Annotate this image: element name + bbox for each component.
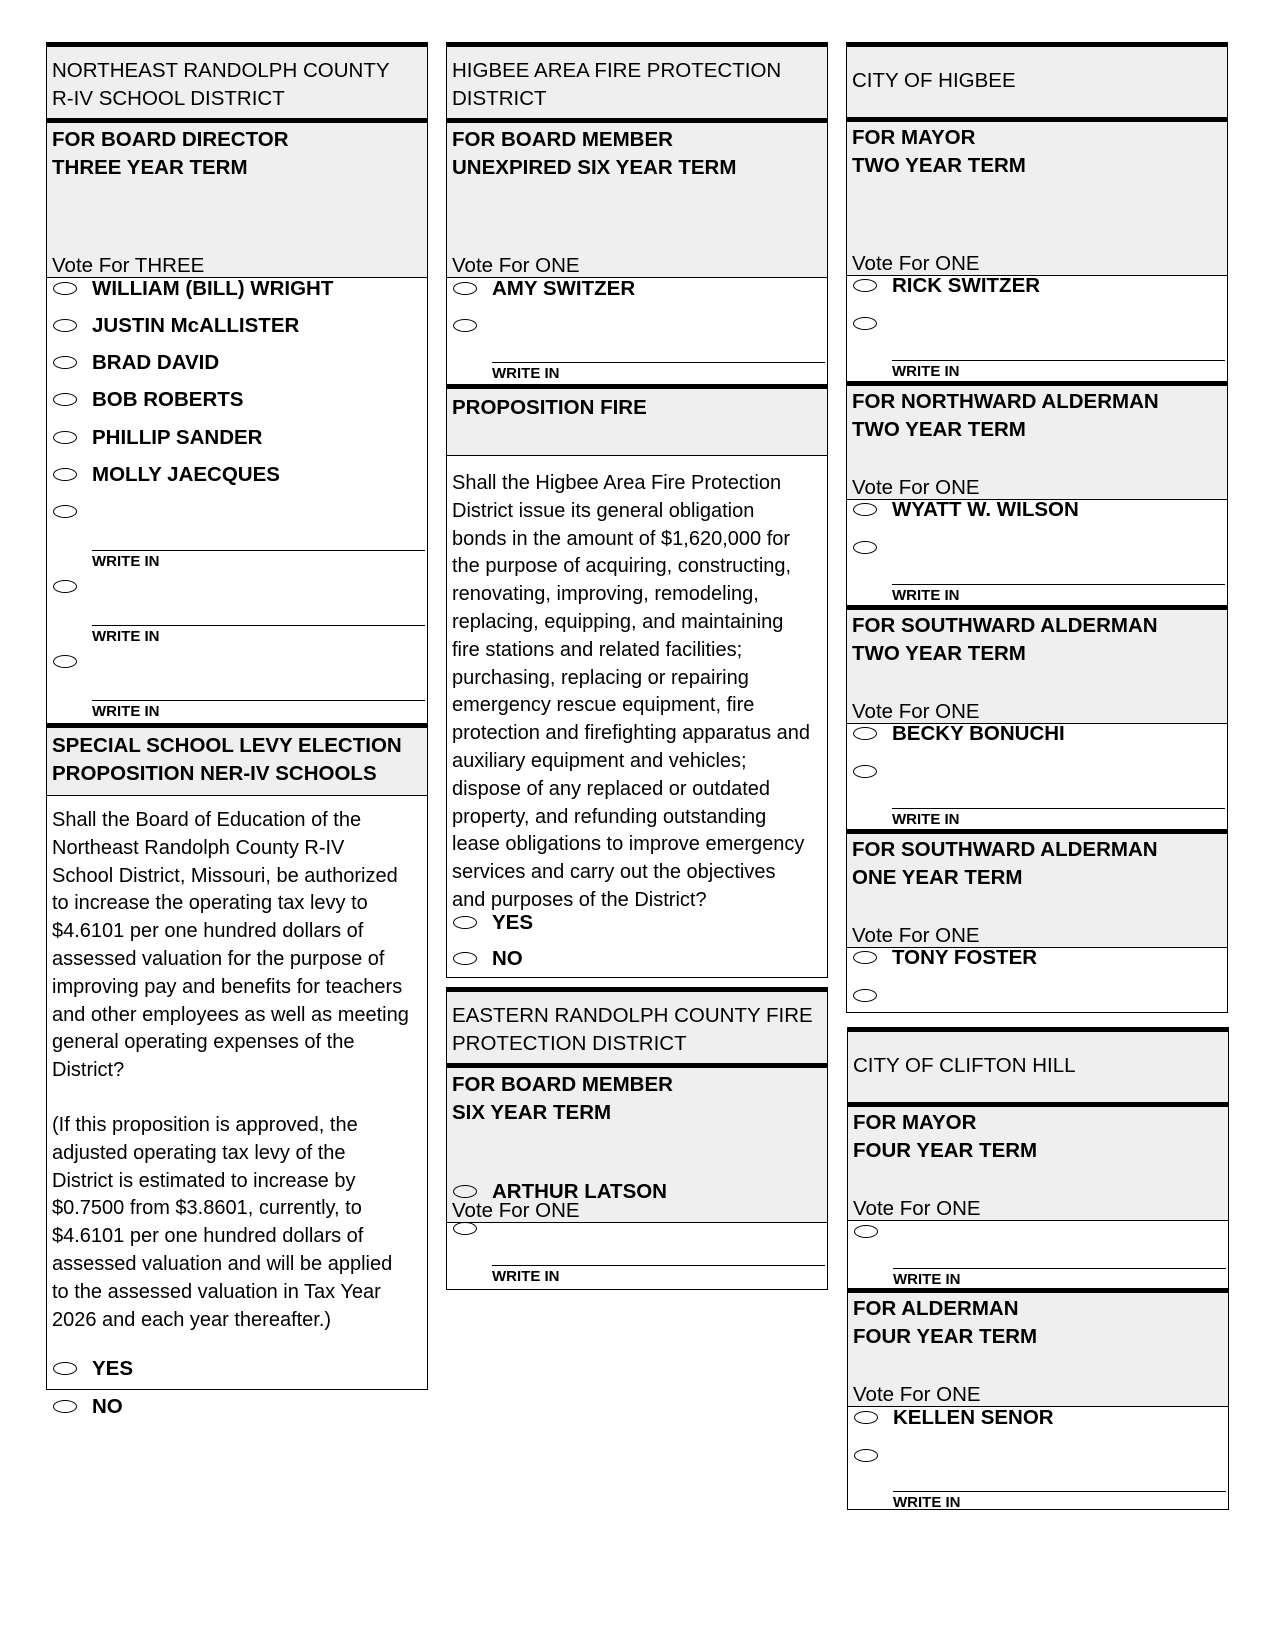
candidate-row[interactable] <box>47 424 427 452</box>
write-in-line[interactable] <box>92 625 425 626</box>
write-in-row[interactable] <box>47 498 427 526</box>
vote-oval[interactable] <box>53 431 77 444</box>
southward-alderman-two-year-race <box>847 605 1227 724</box>
write-in-label: WRITE IN <box>92 628 160 645</box>
vote-oval[interactable] <box>854 1449 878 1462</box>
vote-for: Vote For ONE <box>452 1199 580 1222</box>
write-in-line[interactable] <box>92 700 425 701</box>
write-in-line[interactable] <box>893 1491 1226 1492</box>
vote-oval[interactable] <box>53 1362 77 1375</box>
levy-note: (If this proposition is approved, the adjusted operating tax levy of the District is estimated to increase by $0.7500 from $3.8601, currently, to $4.6101 per one hundred dollars of assessed valuation and will be applied to the assessed valuation in Tax Year 2026 and each year thereafter.) <box>52 1114 393 1331</box>
race-title: FOR MAYOR FOUR YEAR TERM <box>853 1111 1038 1162</box>
write-in-line[interactable] <box>492 362 825 363</box>
write-in-row[interactable] <box>847 534 1227 562</box>
vote-oval[interactable] <box>53 505 77 518</box>
write-in-label: WRITE IN <box>892 587 960 604</box>
write-in-row[interactable] <box>847 982 1227 1010</box>
vote-oval[interactable] <box>453 952 477 965</box>
write-in-row[interactable] <box>848 1218 1228 1246</box>
higbee-fire-box <box>446 42 828 978</box>
vote-for: Vote For THREE <box>52 254 205 277</box>
vote-oval[interactable] <box>53 1400 77 1413</box>
race-title: FOR SOUTHWARD ALDERMAN ONE YEAR TERM <box>852 838 1158 889</box>
vote-oval[interactable] <box>453 282 477 295</box>
write-in-line[interactable] <box>892 360 1225 361</box>
city-higbee-header: CITY OF HIGBEE <box>847 42 1227 117</box>
candidate-name: BOB ROBERTS <box>92 388 244 411</box>
candidate-row[interactable] <box>47 312 427 340</box>
write-in-label: WRITE IN <box>893 1494 961 1511</box>
vote-oval[interactable] <box>53 580 77 593</box>
candidate-row[interactable] <box>847 944 1227 972</box>
candidate-name: TONY FOSTER <box>892 946 1038 969</box>
vote-oval[interactable] <box>853 317 877 330</box>
vote-for: Vote For ONE <box>853 1197 981 1220</box>
clifton-hill-box <box>847 1027 1229 1510</box>
school-district-header: NORTHEAST RANDOLPH COUNTY R-IV SCHOOL DISTRICT <box>47 42 427 118</box>
candidate-row[interactable] <box>47 349 427 377</box>
no-option[interactable]: NO <box>447 945 827 973</box>
higbee-fire-header: HIGBEE AREA FIRE PROTECTION DISTRICT <box>447 42 827 118</box>
race-title: FOR MAYOR TWO YEAR TERM <box>852 126 1026 177</box>
clifton-hill-header: CITY OF CLIFTON HILL <box>848 1027 1228 1102</box>
candidate-row[interactable] <box>848 1404 1228 1432</box>
write-in-row[interactable] <box>848 1442 1228 1470</box>
candidate-name: BECKY BONUCHI <box>892 722 1065 745</box>
levy-question: Shall the Board of Education of the Northeast Randolph County R-IV School District, Missouri, be authorized to increase the operating tax levy to $4.6101 per one hundred dollars of assessed valuation for the purpose of improving pay and benefits for teachers and other employees as well as meeting general operating expenses of the District? <box>52 809 409 1082</box>
no-option[interactable]: NO <box>47 1393 427 1421</box>
northward-alderman-race <box>847 381 1227 500</box>
candidate-name: RICK SWITZER <box>892 274 1041 297</box>
candidate-name: KELLEN SENOR <box>893 1406 1054 1429</box>
vote-for: Vote For ONE <box>852 700 980 723</box>
write-in-label: WRITE IN <box>92 553 160 570</box>
city-higbee-box <box>846 42 1228 1013</box>
write-in-label: WRITE IN <box>92 703 160 720</box>
vote-oval[interactable] <box>854 1225 878 1238</box>
eastern-fire-box <box>446 987 828 1290</box>
vote-oval[interactable] <box>453 319 477 332</box>
vote-for: Vote For ONE <box>852 252 980 275</box>
candidate-row[interactable] <box>47 275 427 303</box>
vote-oval[interactable] <box>853 765 877 778</box>
yes-option[interactable]: YES <box>47 1355 427 1383</box>
candidate-row[interactable] <box>847 496 1227 524</box>
race-title: FOR ALDERMAN FOUR YEAR TERM <box>853 1297 1038 1348</box>
write-in-label: WRITE IN <box>892 811 960 828</box>
race-title: FOR BOARD MEMBER SIX YEAR TERM <box>452 1073 673 1124</box>
race-title: FOR BOARD MEMBER UNEXPIRED SIX YEAR TERM <box>452 128 737 179</box>
school-district-box <box>46 42 428 1418</box>
vote-for: Vote For ONE <box>852 476 980 499</box>
candidate-name: ARTHUR LATSON <box>492 1180 667 1203</box>
write-in-line[interactable] <box>893 1268 1226 1269</box>
board-director-race <box>47 118 427 278</box>
write-in-line[interactable] <box>92 550 425 551</box>
vote-oval[interactable] <box>853 727 877 740</box>
vote-for: Vote For ONE <box>852 924 980 947</box>
write-in-line[interactable] <box>492 1265 825 1266</box>
candidate-name: BRAD DAVID <box>92 351 220 374</box>
write-in-line[interactable] <box>892 584 1225 585</box>
write-in-row[interactable] <box>47 648 427 676</box>
candidate-row[interactable] <box>847 272 1227 300</box>
vote-oval[interactable] <box>853 989 877 1002</box>
write-in-label: WRITE IN <box>492 365 560 382</box>
vote-oval[interactable] <box>853 279 877 292</box>
southward-alderman-one-year-race <box>847 829 1227 948</box>
write-in-line[interactable] <box>892 808 1225 809</box>
prop-fire-title: PROPOSITION FIRE <box>447 384 827 456</box>
race-title: FOR NORTHWARD ALDERMAN TWO YEAR TERM <box>852 390 1159 441</box>
vote-oval[interactable] <box>453 1222 477 1235</box>
candidate-row[interactable] <box>447 1178 827 1206</box>
candidate-name: MOLLY JAECQUES <box>92 463 280 486</box>
candidate-row[interactable] <box>847 720 1227 748</box>
candidate-row[interactable] <box>47 386 427 414</box>
write-in-label: WRITE IN <box>892 363 960 380</box>
vote-oval[interactable] <box>53 468 77 481</box>
vote-oval[interactable] <box>853 951 877 964</box>
candidate-name: PHILLIP SANDER <box>92 426 263 449</box>
candidate-row[interactable] <box>47 461 427 489</box>
fire-board-race <box>447 118 827 278</box>
race-title: FOR SOUTHWARD ALDERMAN TWO YEAR TERM <box>852 614 1158 665</box>
write-in-row[interactable] <box>847 758 1227 786</box>
write-in-label: WRITE IN <box>893 1271 961 1288</box>
clifton-mayor-race <box>848 1102 1228 1221</box>
candidate-row[interactable] <box>447 275 827 303</box>
clifton-alderman-race <box>848 1288 1228 1407</box>
vote-oval[interactable] <box>53 356 77 369</box>
vote-oval[interactable] <box>453 916 477 929</box>
race-title: FOR BOARD DIRECTOR THREE YEAR TERM <box>52 128 289 179</box>
candidate-name: AMY SWITZER <box>492 277 636 300</box>
prop-fire-text: Shall the Higbee Area Fire Protection District issue its general obligation bonds in the amount of $1,620,000 for the purpose of acquiring, constructing, renovating, improving, remodeling, replacing, equipping, and maintaining fire stations and related facilities; purchasing, replacing or repairing emergency rescue equipment, fire protection and firefighting apparatus and auxiliary equipment and vehicles; dispose of any replaced or outdated property, and refunding outstanding lease obligations to improve emergency services and carry out the objectives and purposes of the District? <box>452 472 811 911</box>
vote-oval[interactable] <box>853 503 877 516</box>
write-in-row[interactable] <box>447 312 827 340</box>
candidate-name: WYATT W. WILSON <box>892 498 1079 521</box>
write-in-row[interactable] <box>847 310 1227 338</box>
vote-for: Vote For ONE <box>452 254 580 277</box>
vote-oval[interactable] <box>53 319 77 332</box>
write-in-row[interactable] <box>47 573 427 601</box>
write-in-row[interactable] <box>447 1215 827 1243</box>
vote-oval[interactable] <box>53 393 77 406</box>
candidate-name: WILLIAM (BILL) WRIGHT <box>92 277 334 300</box>
vote-for: Vote For ONE <box>853 1383 981 1406</box>
levy-race-title: SPECIAL SCHOOL LEVY ELECTION PROPOSITION NER-IV SCHOOLS <box>47 723 427 796</box>
eastern-fire-header: EASTERN RANDOLPH COUNTY FIRE PROTECTION DISTRICT <box>447 987 827 1063</box>
vote-oval[interactable] <box>53 282 77 295</box>
vote-oval[interactable] <box>53 655 77 668</box>
vote-oval[interactable] <box>853 541 877 554</box>
vote-oval[interactable] <box>854 1411 878 1424</box>
write-in-label: WRITE IN <box>492 1268 560 1285</box>
mayor-race <box>847 117 1227 276</box>
candidate-name: JUSTIN McALLISTER <box>92 314 300 337</box>
yes-option[interactable]: YES <box>447 909 827 937</box>
vote-oval[interactable] <box>453 1185 477 1198</box>
